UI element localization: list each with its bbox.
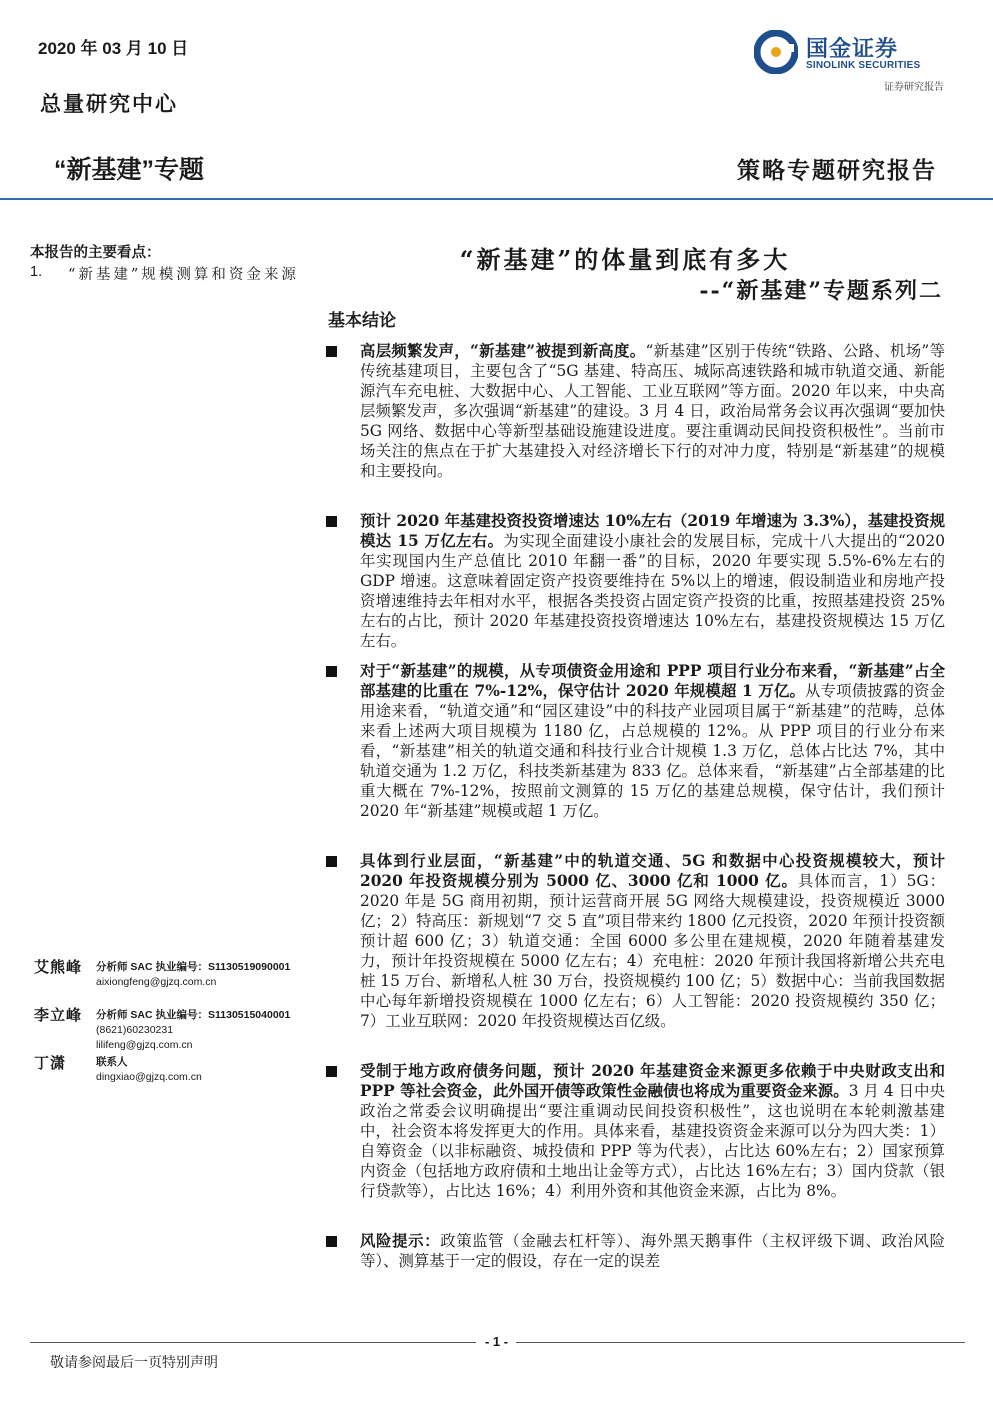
bullet-marker xyxy=(326,856,337,867)
conclusion-item xyxy=(360,1061,945,1201)
report-title: “新基建”的体量到底有多大 xyxy=(459,245,791,274)
analyst-info xyxy=(96,1055,202,1085)
conclusion-body: 为实现全面建设小康社会的发展目标，完成十八大提出的“2020 年实现国内生产总值比 2010 年翻一番”的目标，2020 年要实现 5.5%-6%左右的 GDP 增速。这意味着固定资产投资要维持在 5%以上的增速，假设制造业和房地产投资增速维持去年相对水平，根据各类投资占固定资产投资的比重，按照基建投资 25%左右的占比，预计 2020 年基建投资投资增速达 10%左右，基建投资规模达 15 万亿左右。 xyxy=(360,532,945,650)
analyst-name: 艾熊峰 xyxy=(34,958,83,976)
bullet-marker xyxy=(326,346,337,357)
logo-subtitle: 证券研究报告 xyxy=(884,82,944,93)
conclusion-lead: 对于“新基建”的规模，从专项债资金用途和 PPP 项目行业分布来看，“新基建”占全部基建的比重在 7%-12%，保守估计 2020 年规模超 1 万亿。 xyxy=(360,662,945,700)
analyst-title: 分析师 SAC 执业编号：S1130515040001 xyxy=(96,1009,291,1021)
footer-disclaimer: 敬请参阅最后一页特别声明 xyxy=(50,1355,218,1371)
company-logo xyxy=(754,30,946,100)
conclusion-body: 从专项债披露的资金用途来看，“轨道交通”和“园区建设”中的科技产业园项目属于“新基建”的范畴，总体来看上述两大项目规模为 1180 亿，占总规模的 12%。从 PPP 项目的行业分布来看，“新基建”相关的轨道交通和科技行业合计规模 1.3 万亿，总体占比达 7%，其中轨道交通为 1.2 万亿，科技类新基建为 833 亿。总体来看，“新基建”占全部基建的比重大概在 7%-12%，按照前文测算的 15 万亿的基建总规模，保守估计，我们预计 2020 年“新基建”规模或超 1 万亿。 xyxy=(360,682,945,820)
conclusion-body: 3 月 4 日中央政治之常委会议明确提出“要注重调动民间投资积极性”，这也说明在本轮刺激基建中，社会资本将发挥更大的作用。具体来看，基建投资资金来源可以分为四大类：1）自筹资金（以非标融资、城投债和 PPP 等为代表），占比达 60%左右；2）国家预算内资金（包括地方政府债和土地出让金等方式），占比达 16%左右；3）国内贷款（银行贷款等），占比达 16%；4）利用外资和其他资金来源，占比为 8%。 xyxy=(360,1082,946,1200)
logo-text-cn: 国金证券 xyxy=(806,36,899,61)
risk-item xyxy=(360,1231,945,1271)
section-title: 基本结论 xyxy=(328,311,396,331)
logo-text-en: SINOLINK SECURITIES xyxy=(806,60,921,71)
research-center: 总量研究中心 xyxy=(40,91,178,116)
analyst-info xyxy=(96,1008,290,1053)
page-number: - 1 - xyxy=(484,1334,509,1349)
conclusion-lead: 受制于地方政府债务问题，预计 2020 年基建资金来源更多依赖于中央财政支出和 PPP 等社会资金，此外国开债等政策性金融债也将成为重要资金来源。 xyxy=(360,1062,945,1100)
conclusion-item xyxy=(360,851,945,1031)
report-type: 策略专题研究报告 xyxy=(737,157,937,184)
bullet-marker xyxy=(326,516,337,527)
risk-body: 政策监管（金融去杠杆等）、海外黑天鹅事件（主权评级下调、政治风险等）、测算基于一定的假设，存在一定的误差 xyxy=(360,1232,945,1270)
report-date: 2020 年 03 月 10 日 xyxy=(38,39,189,58)
conclusion-item xyxy=(360,661,945,821)
header-divider xyxy=(0,198,993,200)
analyst-title: 联系人 xyxy=(96,1056,128,1068)
bullet-marker xyxy=(326,1236,337,1247)
conclusion-lead: 高层频繁发声，“新基建”被提到新高度。 xyxy=(360,342,646,360)
risk-lead: 风险提示： xyxy=(360,1232,441,1250)
sidebar-heading: 本报告的主要看点： xyxy=(30,244,161,261)
analyst-email: aixiongfeng@gjzq.com.cn xyxy=(96,976,217,988)
analyst-info xyxy=(96,960,290,990)
conclusion-body: 具体而言，1）5G：2020 年是 5G 商用初期，预计运营商开展 5G 网络大规模建设，投资规模近 3000 亿；2）特高压：新规划“7 交 5 直”项目带来约 1800 亿元投资，2020 年预计投资额预计超 600 亿；3）轨道交通：全国 6000 多公里在建规模，2020 年随着基建发力，预计年投资规模在 5000 亿左右；4）充电桩：2020 年预计我国将新增公共充电桩 15 万台、新增私人桩 30 万台，投资规模约 100 亿；5）数据中心：当前我国数据中心每年新增投资规模在 1000 亿左右；6）人工智能：2020 投资规模约 350 亿；7）工业互联网：2020 年投资规模达百亿级。 xyxy=(360,872,945,1030)
conclusion-body: “新基建”区别于传统“铁路、公路、机场”等传统基建项目，主要包含了“5G 基建、特高压、城际高速铁路和城市轨道交通、新能源汽车充电桩、大数据中心、人工智能、工业互联网”等方面。2020 年以来，中央高层频繁发声，多次强调“新基建”的建设。3 月 4 日，政治局常务会议再次强调“要加快 5G 网络、数据中心等新型基础设施建设进度。要注重调动民间投资积极性”。当前市场关注的焦点在于扩大基建投入对经济增长下行的对冲力度，特别是“新基建”的规模和主要投向。 xyxy=(360,342,945,480)
conclusion-lead: 预计 2020 年基建投资投资增速达 10%左右（2019 年增速为 3.3%），基建投资规模达 15 万亿左右。 xyxy=(360,512,945,550)
sidebar-item-text: “新基建”规模测算和资金来源 xyxy=(68,267,299,283)
report-topic: “新基建”专题 xyxy=(54,156,205,184)
analyst-email: lilifeng@gjzq.com.cn xyxy=(96,1039,193,1051)
analyst-name: 丁潇 xyxy=(34,1054,67,1072)
conclusion-lead: 具体到行业层面，“新基建”中的轨道交通、5G 和数据中心投资规模较大，预计 2020 年投资规模分别为 5000 亿、3000 亿和 1000 亿。 xyxy=(360,852,945,890)
logo-mark-icon xyxy=(754,30,798,74)
analyst-title: 分析师 SAC 执业编号：S1130519090001 xyxy=(96,961,291,973)
bullet-marker xyxy=(326,666,337,677)
conclusion-item xyxy=(360,341,945,481)
report-subtitle: --“新基建”专题系列二 xyxy=(699,278,943,304)
conclusion-item xyxy=(360,511,945,651)
bullet-marker xyxy=(326,1066,337,1077)
analyst-phone: (8621)60230231 xyxy=(96,1024,174,1036)
sidebar-item-number: 1. xyxy=(30,264,43,280)
analyst-email: dingxiao@gjzq.com.cn xyxy=(96,1071,202,1083)
analyst-name: 李立峰 xyxy=(34,1006,83,1024)
